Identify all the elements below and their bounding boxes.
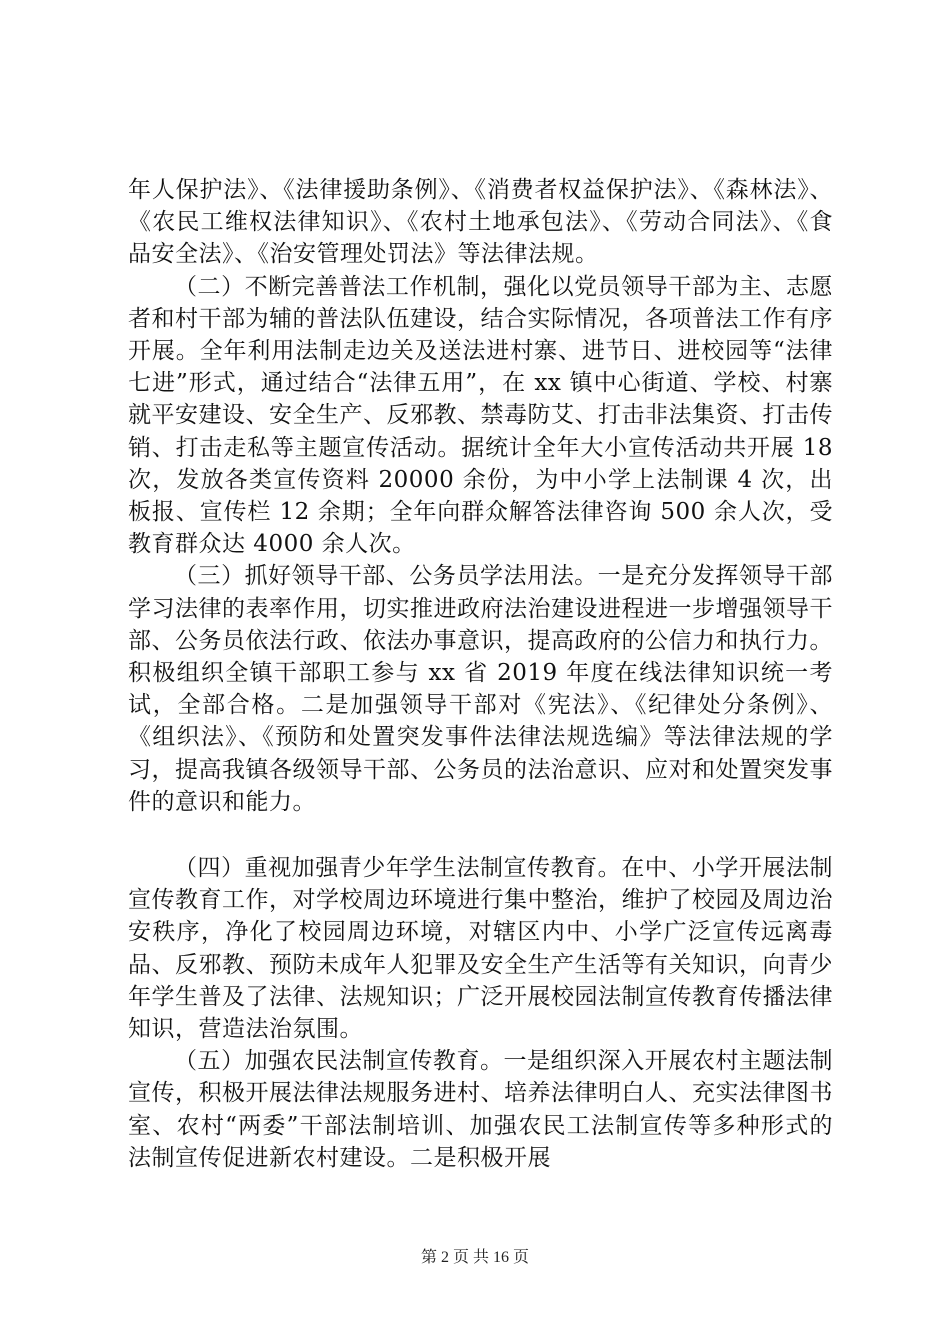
paragraph-continued-law-list: 年人保护法》、《法律援助条例》、《消费者权益保护法》、《森林法》、《农民工维权法律知识》、《农村土地承包法》、《劳动合同法》、《食品安全法》、《治安管理处罚法》等法律法规。	[128, 177, 833, 268]
paragraph-section-2: （二）不断完善普法工作机制，强化以党员领导干部为主、志愿者和村干部为辅的普法队伍建设，结合实际情况，各项普法工作有序开展。全年利用法制走边关及送法进村寨、进节日、进校园等“法律七进”形式，通过结合“法律五用”，在 xx 镇中心街道、学校、村寨就平安建设、安全生产、反邪教、禁毒防艾、打击非法集资、打击传销、打击走私等主题宣传活动。据统计全年大小宣传活动共开展 18 次，发放各类宣传资料 20000 余份，为中小学上法制课 4 次，出板报、宣传栏 12 余期；全年向群众解答法律咨询 500 余人次，受教育群众达 4000 余人次。	[128, 273, 833, 558]
document-body	[128, 174, 833, 1174]
paragraph-gap	[128, 818, 833, 852]
paragraph-section-5: （五）加强农民法制宣传教育。一是组织深入开展农村主题法制宣传，积极开展法律法规服务进村、培养法律明白人、充实法律图书室、农村“两委”干部法制培训、加强农民工法制宣传等多种形式的法制宣传促进新农村建设。二是积极开展	[128, 1048, 833, 1171]
paragraph-section-4: （四）重视加强青少年学生法制宣传教育。在中、小学开展法制宣传教育工作，对学校周边环境进行集中整治，维护了校园及周边治安秩序，净化了校园周边环境，对辖区内中、小学广泛宣传远离毒品、反邪教、预防未成年人犯罪及安全生产生活等有关知识，向青少年学生普及了法律、法规知识；广泛开展校园法制宣传教育传播法律知识，营造法治氛围。	[128, 855, 833, 1043]
page-number-footer: 第 2 页 共 16 页	[420, 1249, 529, 1266]
paragraph-section-3: （三）抓好领导干部、公务员学法用法。一是充分发挥领导干部学习法律的表率作用，切实推进政府法治建设进程进一步增强领导干部、公务员依法行政、依法办事意识，提高政府的公信力和执行力。积极组织全镇干部职工参与 xx 省 2019 年度在线法律知识统一考试，全部合格。二是加强领导干部对《宪法》、《纪律处分条例》、《组织法》、《预防和处置突发事件法律法规选编》等法律法规的学习，提高我镇各级领导干部、公务员的法治意识、应对和处置突发事件的意识和能力。	[128, 563, 833, 815]
